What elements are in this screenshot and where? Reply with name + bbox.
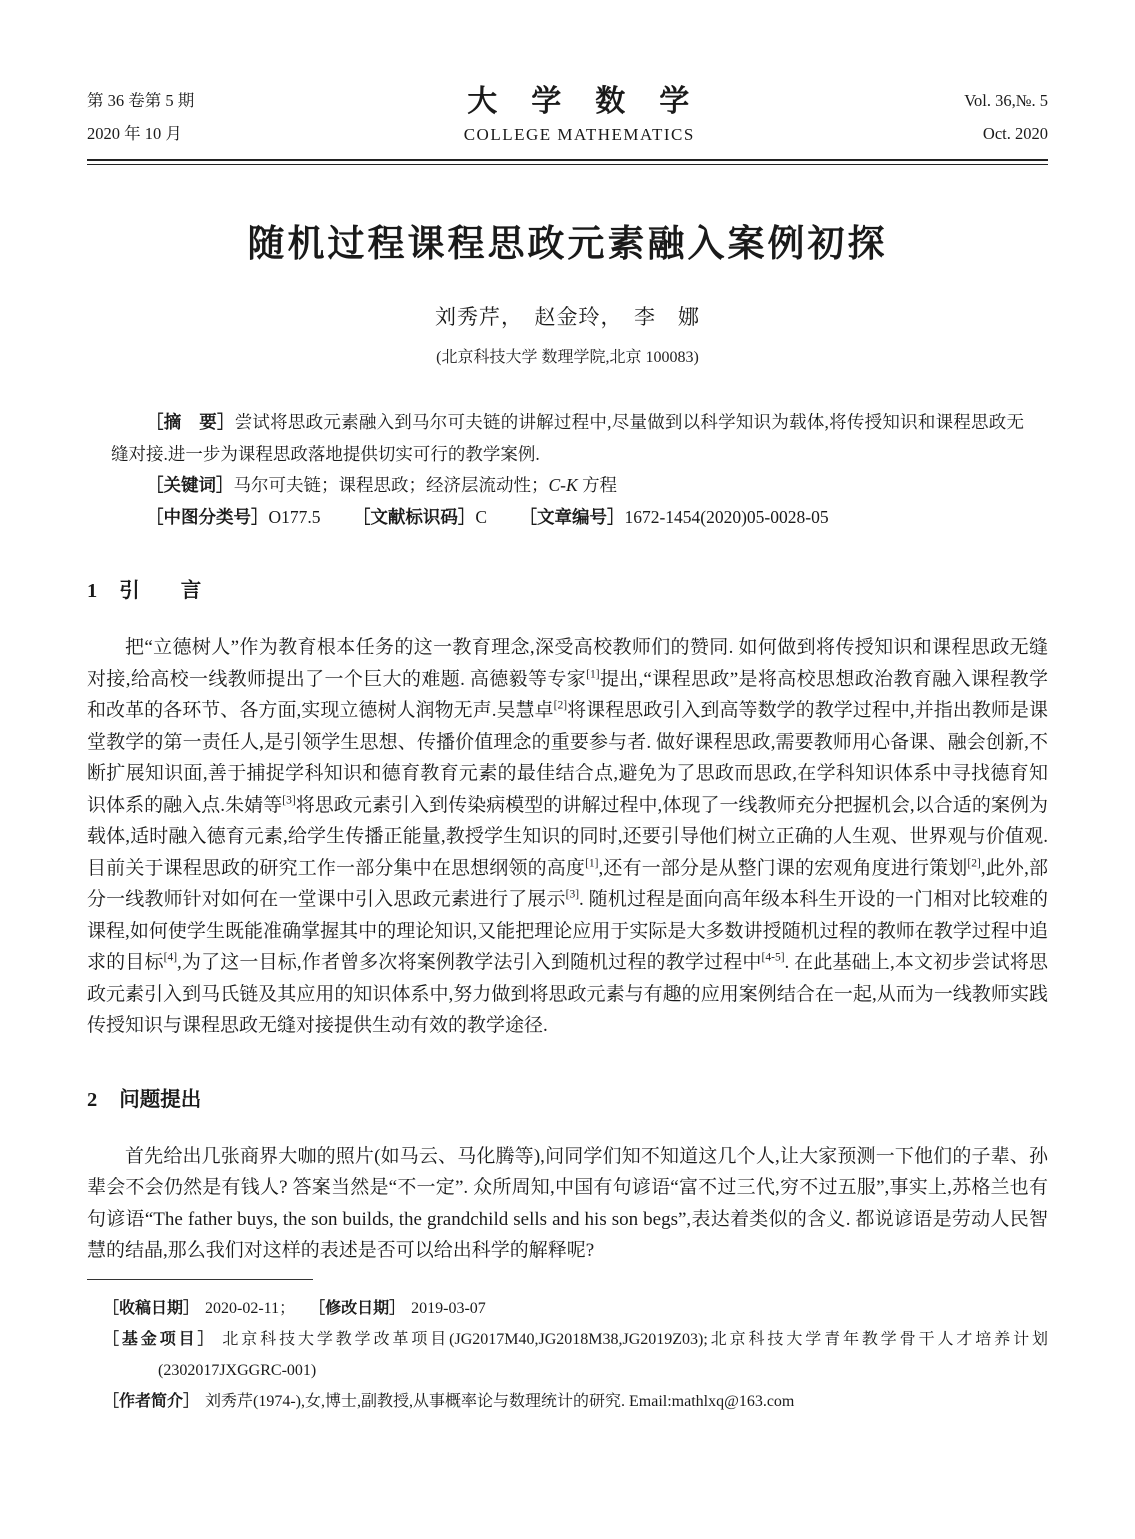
intro-text: 将思政元素引入到传染病模型的讲解过程中,体现了一线教师充分把握机会,以合适的案例为载体,适时融入德育元素,给学生传播正能量,教授学生知识的同时,还要引导他们树立正确的人生观、世界观与价值观. 目前关于课程思政的研究工作一部分集中在思想纲领的高度 (87, 794, 1048, 879)
journal-date-cn: 2020 年 10 月 (87, 124, 182, 143)
footnotes-block (87, 1293, 1048, 1417)
abstract-text: 尝试将思政元素融入到马尔可夫链的讲解过程中,尽量做到以科学知识为载体,将传授知识和课程思政无缝对接.进一步为课程思政落地提供切实可行的教学案例. (111, 412, 1025, 464)
section-2-heading (87, 1086, 1048, 1114)
journal-header (87, 84, 1048, 150)
doc-code-label: ［文献标识码］ (352, 506, 476, 527)
intro-text: 把“立德树人”作为教育根本任务的这一教育理念,深受高校教师们的赞同. 如何做到将传授知识和课程思政无缝对接,给高校一线教师提出了一个巨大的难题. 高德毅等专家 (87, 637, 1048, 690)
intro-text: 提出,“课程思政”是将高校思想政治教育融入课程教学和改革的各环节、各方面,实现立德树人润物无声.吴慧卓 (87, 668, 1048, 721)
keywords-text: 马尔可夫链；课程思政；经济层流动性； (233, 475, 549, 495)
citation-ref-7: [4] (163, 951, 178, 964)
citation-ref-5: [2] (967, 857, 981, 870)
abstract-paragraph (111, 407, 1024, 470)
journal-vol-block (964, 84, 1048, 150)
clc-value: O177.5 (268, 506, 321, 527)
footnote-dates (87, 1293, 1048, 1324)
journal-issue-cn: 第 36 卷第 5 期 (87, 91, 195, 110)
keywords-label: ［关键词］ (146, 475, 234, 495)
header-double-rule (87, 159, 1048, 165)
intro-text: ,还有一部分是从整门课的宏观角度进行策划 (598, 857, 968, 879)
article-id-value: 1672-1454(2020)05-0028-05 (624, 506, 829, 527)
citation-ref-1: [1] (586, 668, 600, 681)
intro-text: . 在此基础上,本文初步尝试将思政元素引入到马氏链及其应用的知识体系中,努力做到将思政元素与有趣的应用案例结合在一起,从而为一线教师实践传授知识与课程思政无缝对接提供生动有效的教学途径. (87, 952, 1048, 1036)
journal-title-en: COLLEGE MATHEMATICS (463, 125, 695, 144)
article-title: 随机过程课程思政元素融入案例初探 (247, 223, 888, 264)
article-id-item (519, 507, 828, 527)
citation-ref-8: [4-5] (761, 951, 785, 964)
keywords-tail: 方程 (577, 475, 618, 495)
abstract-block (111, 407, 1024, 533)
biography-value: 刘秀芹(1974-),女,博士,副教授,从事概率论与数理统计的研究. Email:mathlxq@163.com (205, 1392, 795, 1410)
intro-text: . 随机过程是面向高年级本科生开设的一门相对比较难的课程,如何使学生既能准确掌握其中的理论知识,又能把理论应用于实际是大多数讲授随机过程的教师在教学过程中追求的目标 (87, 889, 1048, 973)
journal-issue-block (87, 84, 194, 150)
citation-ref-2: [2] (553, 699, 568, 712)
intro-text: ,此外,部分一线教师针对如何在一堂课中引入思政元素进行了展示 (87, 857, 1048, 910)
received-date-label: ［收稿日期］ (103, 1299, 200, 1317)
article-id-label: ［文章编号］ (519, 506, 625, 527)
footnote-divider (87, 1279, 313, 1280)
clc-item (146, 507, 321, 527)
funding-value: 北京科技大学教学改革项目(JG2017M40,JG2018M38,JG2019Z03);北京科技大学青年教学骨干人才培养计划(2302017JXGGRC-001) (158, 1330, 1048, 1379)
keywords-line (111, 470, 1024, 502)
section-1-title: 引 言 (119, 579, 202, 602)
intro-text: 将课程思政引入到高等数学的教学过程中,并指出教师是课堂教学的第一责任人,是引领学生思想、传播价值理念的重要参与者. 做好课程思政,需要教师用心备课、融会创新,不断扩展知识面,善于捕捉学科知识和德育教育元素的最佳结合点,避免为了思政而思政,在学科知识体系中寻找德育知识体系的融入点.朱婧等 (87, 700, 1048, 816)
article-authors: 刘秀芹， 赵金玲， 李 娜 (435, 305, 700, 329)
revised-date-value: 2019-03-07 (411, 1299, 486, 1317)
citation-ref-3: [3] (282, 794, 296, 807)
section-2-title: 问题提出 (119, 1087, 202, 1111)
revised-date-label: ［修改日期］ (309, 1299, 406, 1317)
doc-code-item (353, 507, 487, 527)
journal-title-cn: 大 学 数 学 (467, 85, 692, 118)
footnote-biography (87, 1386, 1048, 1417)
article-affiliation: (北京科技大学 数理学院,北京 100083) (436, 349, 699, 366)
section-1-heading (87, 577, 1048, 605)
classification-line (111, 502, 1024, 534)
citation-ref-4: [1] (585, 857, 599, 870)
citation-ref-6: [3] (565, 888, 580, 901)
funding-label: ［基金项目］ (103, 1330, 217, 1348)
journal-title-block (194, 84, 964, 150)
intro-paragraph (87, 632, 1048, 1042)
keywords-ck: C-K (548, 475, 578, 495)
clc-label: ［中图分类号］ (146, 506, 269, 527)
section-1-number: 1 (87, 580, 98, 602)
section-2-number: 2 (87, 1088, 98, 1111)
doc-code-value: C (475, 506, 488, 527)
problem-paragraph: 首先给出几张商界大咖的照片(如马云、马化腾等),问同学们知不知道这几个人,让大家预测一下他们的子辈、孙辈会不会仍然是有钱人? 答案当然是“不一定”. 众所周知,中国有句谚语“富不过三代,穷不过五服”,事实上,苏格兰也有句谚语“The father buys, the son builds, the grandchild sells and his son begs”,表达着类似的含义. 都说谚语是劳动人民智慧的结晶,那么我们对这样的表述是否可以给出科学的解释呢? (87, 1145, 1048, 1261)
journal-vol-en: Vol. 36,№. 5 (964, 91, 1048, 110)
journal-date-en: Oct. 2020 (982, 124, 1048, 143)
biography-label: ［作者简介］ (103, 1392, 200, 1410)
intro-text: ,为了这一目标,作者曾多次将案例教学法引入到随机过程的教学过程中 (177, 952, 762, 973)
received-date-value: 2020-02-11； (205, 1299, 296, 1317)
abstract-label: ［摘 要］ (146, 412, 235, 432)
footnote-funding (87, 1324, 1048, 1386)
